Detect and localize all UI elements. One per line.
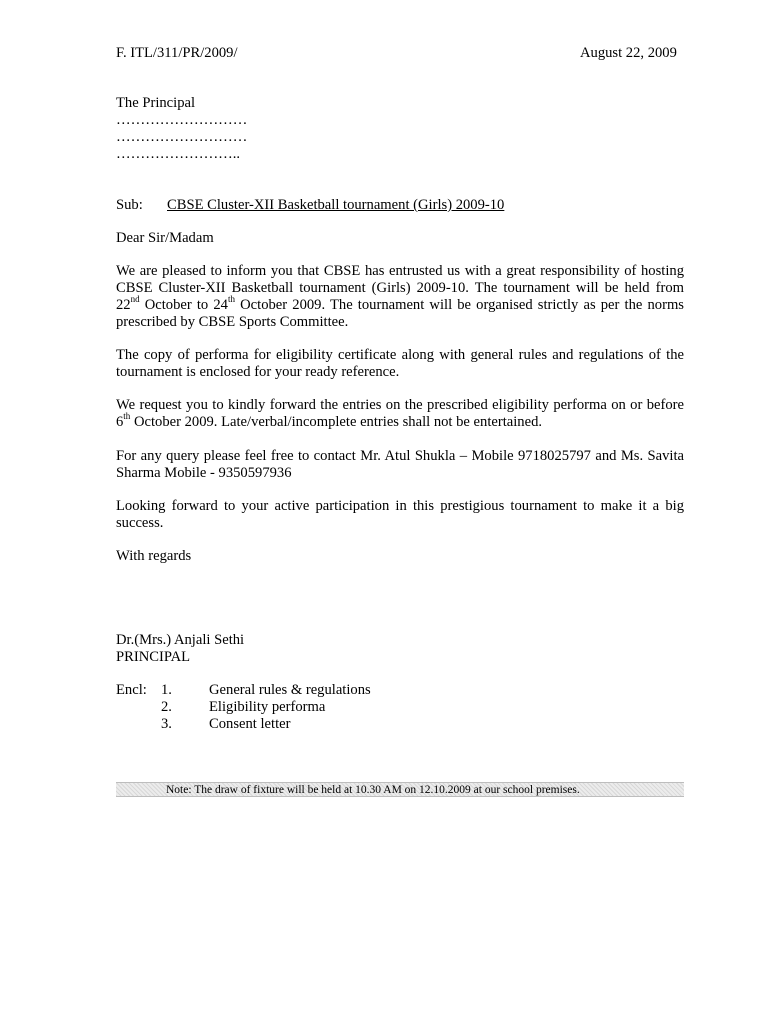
subject-text: CBSE Cluster-XII Basketball tournament (Girls) 2009-10	[167, 197, 505, 213]
letter-date: August 22, 2009	[580, 45, 677, 61]
enclosure-item: Consent letter	[209, 716, 291, 732]
salutation: Dear Sir/Madam	[116, 230, 214, 246]
address-line: ………………………	[116, 129, 248, 145]
enclosure-number: 2.	[161, 699, 172, 715]
body-paragraph-3: We request you to kindly forward the entries on the prescribed eligibility performa on or before 6th October 2009. Late/verbal/incomplete entries shall not be entertained.	[116, 397, 684, 430]
enclosure-item: Eligibility performa	[209, 699, 326, 715]
body-paragraph-5: Looking forward to your active participation in this prestigious tournament to make it a big success.	[116, 498, 684, 531]
enclosure-number: 1.	[161, 682, 172, 698]
body-paragraph-4: For any query please feel free to contact Mr. Atul Shukla – Mobile 9718025797 and Ms. Savita Sharma Mobile - 9350597936	[116, 448, 684, 481]
body-paragraph-2: The copy of performa for eligibility certificate along with general rules and regulations of the tournament is enclosed for your ready reference.	[116, 347, 684, 380]
reference-number: F. ITL/311/PR/2009/	[116, 45, 238, 61]
closing: With regards	[116, 548, 192, 564]
addressee-title: The Principal	[116, 95, 196, 111]
address-line: ………………………	[116, 112, 248, 128]
body-paragraph-1: We are pleased to inform you that CBSE has entrusted us with a great responsibility of hosting CBSE Cluster-XII Basketball tournament (Girls) 2009-10. The tournament will be held from 22nd October to 24th October 2009. The tournament will be organised strictly as per the norms prescribed by CBSE Sports Committee.	[116, 263, 684, 330]
signatory-name: Dr.(Mrs.) Anjali Sethi	[116, 632, 245, 648]
note-banner	[116, 782, 684, 797]
note-text: Note: The draw of fixture will be held at 10.30 AM on 12.10.2009 at our school premises.	[166, 784, 580, 796]
subject-label: Sub:	[116, 197, 143, 213]
enclosure-number: 3.	[161, 716, 172, 732]
enclosure-item: General rules & regulations	[209, 682, 371, 698]
signatory-designation: PRINCIPAL	[116, 649, 191, 665]
enclosure-label: Encl:	[116, 682, 147, 698]
address-line: ……………………..	[116, 146, 241, 162]
